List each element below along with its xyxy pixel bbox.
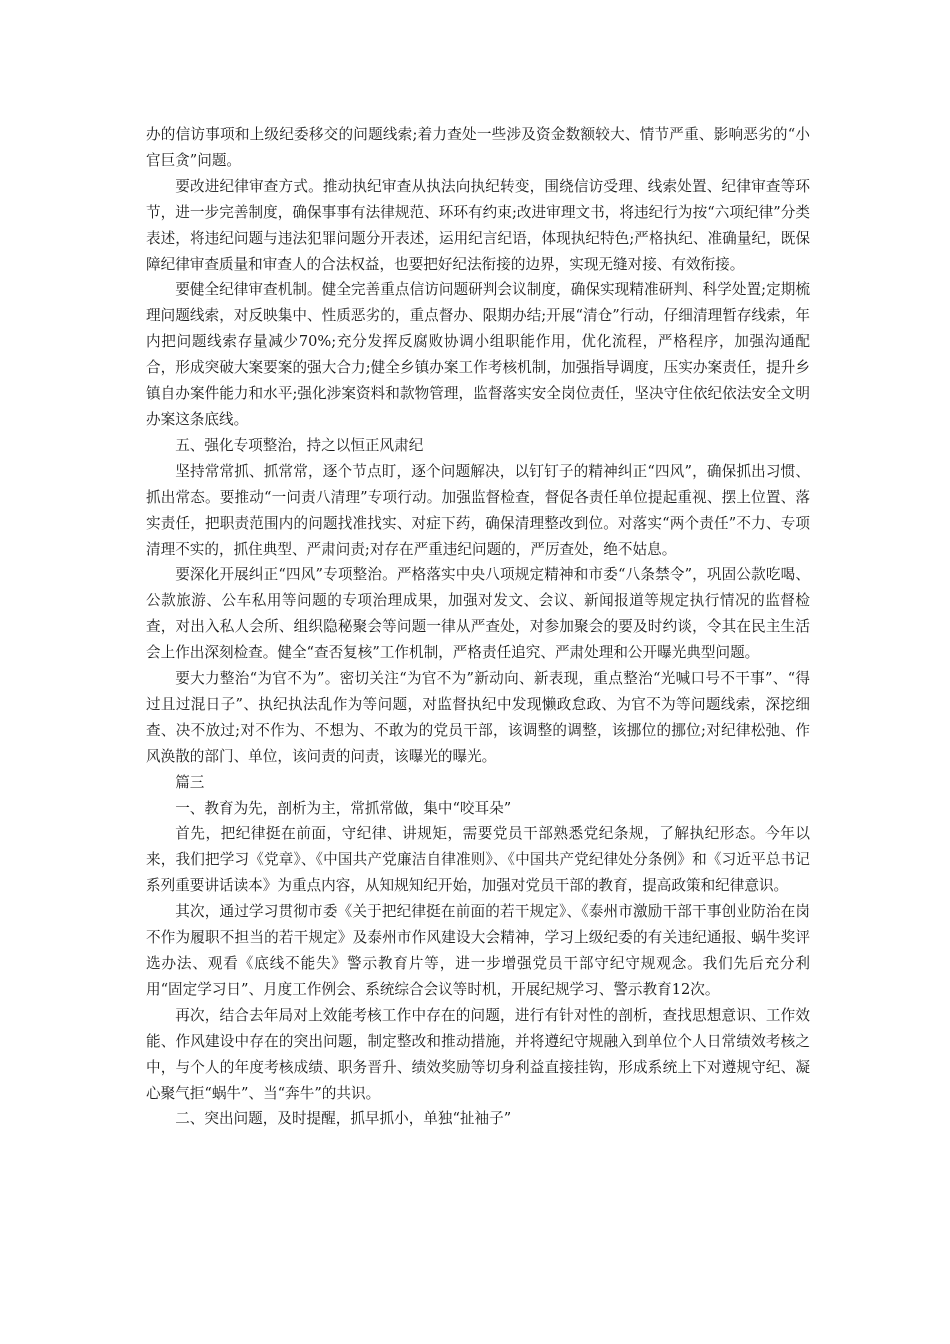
paragraph-first: 首先，把纪律挺在前面，守纪律、讲规矩，需要党员干部熟悉党纪条规，了解执纪形态。今年以来，我们把学习《党章》、《中国共产党廉洁自律准则》、《中国共产党纪律处分条例》和《习近平总书记系列重要讲话读本》为重点内容，从知规知纪开始，加强对党员干部的教育，提高政策和纪律意识。 xyxy=(146,825,810,895)
paragraph-third: 再次，结合去年局对上效能考核工作中存在的问题，进行有针对性的剖析，查找思想意识、工作效能、作风建设中存在的突出问题，制定整改和推动措施，并将遵纪守规融入到单位个人日常绩效考核之中，与个人的年度考核成绩、职务晋升、绩效奖励等切身利益直接挂钩，形成系统上下对遵规守纪、凝心聚气拒“蜗牛”、当“奔牛”的共识。 xyxy=(146,1006,810,1102)
section-heading-five: 五、强化专项整治，持之以恒正风肃纪 xyxy=(175,436,424,454)
chapter-heading-three: 篇三 xyxy=(175,773,205,791)
document-page xyxy=(146,122,810,1132)
paragraph-second: 其次，通过学习贯彻市委《关于把纪律挺在前面的若干规定》、《泰州市激励干部干事创业防治在岗不作为履职不担当的若干规定》及泰州市作风建设大会精神，学习上级纪委的有关违纪通报、蜗牛奖评选办法、观看《底线不能失》警示教育片等，进一步增强党员干部守纪守规观念。我们先后充分利用“固定学习日”、月度工作例会、系统综合会议等时机，开展纪规学习、警示教育12次。 xyxy=(146,903,810,998)
section-heading-two: 二、突出问题，及时提醒，抓早抓小，单独“扯袖子” xyxy=(175,1110,512,1128)
paragraph-special-rectification: 要深化开展纠正“四风”专项整治。严格落实中央八项规定精神和市委“八条禁令”，巩固公款吃喝、公款旅游、公车私用等问题的专项治理成果，加强对发文、会议、新闻报道等规定执行情况的监督检查，对出入私人会所、组织隐秘聚会等问题一律从严查处，对参加聚会的要及时约谈，令其在民主生活会上作出深刻检查。健全“查否复核”工作机制，严格责任追究、严肃处理和公开曝光典型问题。 xyxy=(146,566,810,662)
paragraph-four-winds: 坚持常常抓、抓常常，逐个节点盯，逐个问题解决，以钉钉子的精神纠正“四风”，确保抓出习惯、抓出常态。要推动“一问责八清理”专项行动。加强监督检查，督促各责任单位提起重视、摆上位置、落实责任，把职责范围内的问题找准找实、对症下药，确保清理整改到位。对落实“两个责任”不力、专项清理不实的，抓住典型、严肃问责;对存在严重违纪问题的，严厉查处，绝不姑息。 xyxy=(146,462,810,558)
paragraph-review-method: 要改进纪律审查方式。推动执纪审查从执法向执纪转变，围绕信访受理、线索处置、纪律审查等环节，进一步完善制度，确保事事有法律规范、环环有约束;改进审理文书，将违纪行为按“六项纪律”分类表述，将违纪问题与违法犯罪问题分开表述，运用纪言纪语，体现执纪特色;严格执纪、准确量纪，既保障纪律审查质量和审查人的合法权益，也要把好纪法衔接的边界，实现无缝对接、有效衔接。 xyxy=(146,177,810,273)
paragraph-inaction: 要大力整治“为官不为”。密切关注“为官不为”新动向、新表现，重点整治“光喊口号不干事”、“得过且过混日子”、执纪执法乱作为等问题，对监督执纪中发现懒政怠政、为官不为等问题线索，深挖细查、决不放过;对不作为、不想为、不敢为的党员干部，该调整的调整，该挪位的挪位;对纪律松弛、作风涣散的部门、单位，该问责的问责，该曝光的曝光。 xyxy=(146,670,810,765)
section-heading-one: 一、教育为先，剖析为主，常抓常做，集中“咬耳朵” xyxy=(175,799,512,817)
paragraph-continuation: 办的信访事项和上级纪委移交的问题线索;着力查处一些涉及资金数额较大、情节严重、影响恶劣的“小官巨贪”问题。 xyxy=(146,126,810,169)
paragraph-review-mechanism: 要健全纪律审查机制。健全完善重点信访问题研判会议制度，确保实现精准研判、科学处置;定期梳理问题线索，对反映集中、性质恶劣的，重点督办、限期办结;开展“清仓”行动，仔细清理暂存线索，年内把问题线索存量减少70%;充分发挥反腐败协调小组职能作用，优化流程，严格程序，加强沟通配合，形成突破大案要案的强大合力;健全乡镇办案工作考核机制，加强指导调度，压实办案责任，提升乡镇自办案件能力和水平;强化涉案资料和款物管理，监督落实安全岗位责任，坚决守住依纪依法安全文明办案这条底线。 xyxy=(146,281,810,428)
